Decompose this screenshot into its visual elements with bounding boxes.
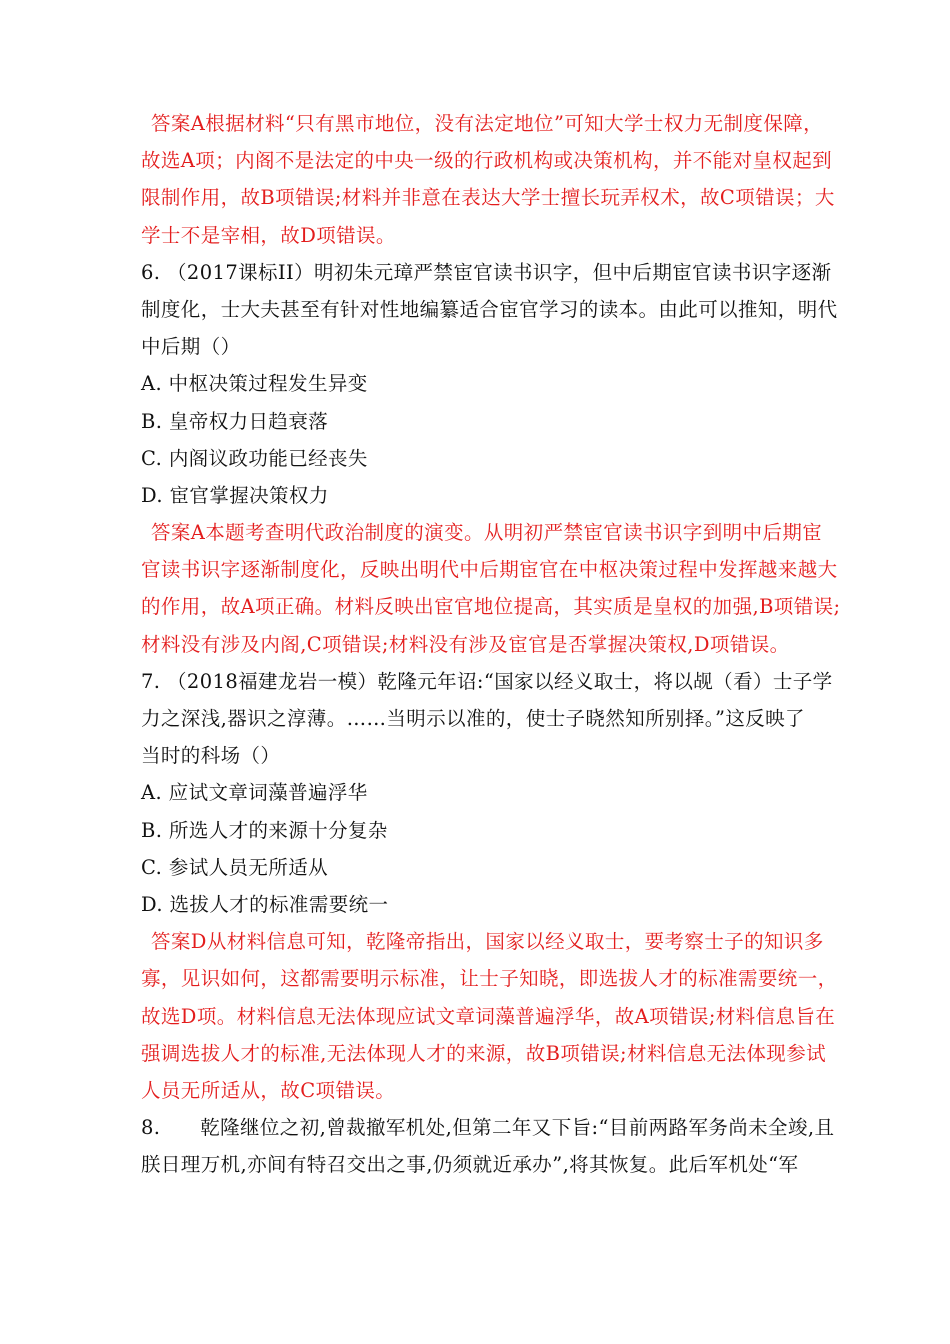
question-8-stem [141,1109,835,1183]
answer-line: 限制作用，故B项错误;材料并非意在表达大学士擅长玩弄权术，故C项错误；大 [141,186,835,210]
answer-line: 强调选拔人才的标准,无法体现人才的来源，故B项错误;材料信息无法体现参试 [141,1041,826,1065]
option-a: A. 中枢决策过程发生异变 [141,372,368,396]
option-c: C. 参试人员无所适从 [141,855,329,879]
question-6-stem [141,254,838,366]
answer-line: 故选A项；内阁不是法定的中央一级的行政机构或决策机构，并不能对皇权起到 [141,149,833,173]
answer-line: 官读书识字逐渐制度化，反映出明代中后期宦官在中枢决策过程中发挥越来越大 [141,558,838,582]
question-line: 7. （2018福建龙岩一模）乾隆元年诏:“国家以经义取士，将以觇（看）士子学 [141,669,833,693]
answer-block-6 [141,514,841,663]
question-line: 当时的科场（） [141,744,281,768]
answer-line: 的作用，故A项正确。材料反映出宦官地位提高，其实质是皇权的加强,B项错误; [141,595,841,619]
answer-block-5 [141,105,835,254]
answer-line: 寡，见识如何，这都需要明示标准，让士子知晓，即选拔人才的标准需要统一， [141,967,838,991]
question-6-options [141,365,821,514]
question-line: 力之深浅,器识之淳薄。……当明示以准的，使士子晓然知所别择。”这反映了 [141,707,805,730]
question-line: 中后期（） [141,335,241,359]
answer-line: 答案A根据材料“只有黑市地位，没有法定地位”可知大学士权力无制度保障， [151,112,824,135]
question-line: 6. （2017课标II）明初朱元璋严禁宦官读书识字，但中后期宦官读书识字逐渐 [141,260,832,284]
option-c: C. 内阁议政功能已经丧失 [141,446,368,470]
answer-block-7 [141,923,838,1109]
answer-line: 材料没有涉及内阁,C项错误;材料没有涉及宦官是否掌握决策权,D项错误。 [141,632,790,656]
option-a: A. 应试文章词藻普遍浮华 [141,781,368,805]
option-d: D. 宦官掌握决策权力 [141,483,329,507]
option-b: B. 皇帝权力日趋衰落 [141,409,329,433]
option-d: D. 选拔人才的标准需要统一 [141,892,389,916]
answer-line: 人员无所适从，故C项错误。 [141,1078,396,1102]
document-content [141,105,841,1183]
answer-line: 故选D项。材料信息无法体现应试文章词藻普遍浮华，故A项错误;材料信息旨在 [141,1004,836,1028]
question-line: 8. 乾隆继位之初,曾裁撤军机处,但第二年又下旨:“目前两路军务尚未全竣,且 [141,1116,835,1140]
question-7-stem [141,663,833,775]
question-7-options [141,774,821,923]
option-b: B. 所选人才的来源十分复杂 [141,818,388,842]
question-line: 制度化，士大夫甚至有针对性地编纂适合宦官学习的读本。由此可以推知，明代 [141,297,838,321]
answer-line: 学士不是宰相，故D项错误。 [141,223,396,247]
question-line: 朕日理万机,亦间有特召交出之事,仍须就近承办”,将其恢复。此后军机处“军 [141,1153,799,1177]
answer-line: 答案D从材料信息可知，乾隆帝指出，国家以经义取士，要考察士子的知识多 [151,930,824,954]
answer-line: 答案A本题考查明代政治制度的演变。从明初严禁宦官读书识字到明中后期宦 [151,521,823,545]
